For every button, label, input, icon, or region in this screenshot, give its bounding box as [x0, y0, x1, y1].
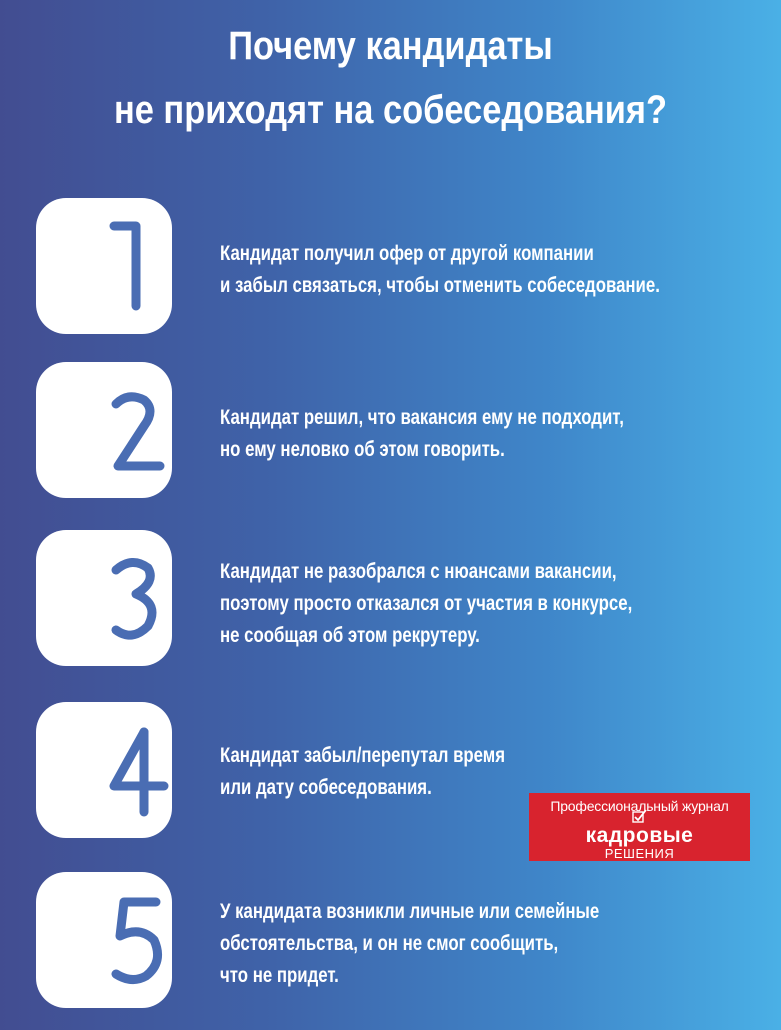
item-2-line-1: Кандидат решил, что вакансия ему не подходит, [220, 406, 624, 429]
checkbox-icon [632, 809, 648, 823]
item-5-line-2: обстоятельства, и он не смог сообщить, [220, 932, 559, 955]
item-4-line-1: Кандидат забыл/перепутал время [220, 744, 506, 767]
item-1-line-2: и забыл связаться, чтобы отменить собеседование. [220, 274, 660, 297]
page-title [55, 14, 727, 142]
item-2-text [220, 402, 668, 466]
page-title-line-2: не приходят на собеседования? [113, 88, 668, 132]
item-1-line-1: Кандидат получил офер от другой компании [220, 242, 594, 265]
magazine-logo-subtitle: РЕШЕНИЯ [604, 846, 675, 861]
number-block-5 [36, 872, 172, 1008]
number-block-3 [36, 530, 172, 666]
item-2-line-2: но ему неловко об этом говорить. [220, 438, 505, 461]
magazine-logo [529, 793, 750, 861]
number-block-2 [36, 362, 172, 498]
item-3-line-2: поэтому просто отказался от участия в конкурсе, [220, 592, 633, 615]
item-3-text [220, 556, 668, 652]
item-1-text [220, 238, 668, 302]
item-4-line-2: или дату собеседования. [220, 776, 432, 799]
page-title-line-1: Почему кандидаты [228, 24, 553, 68]
item-3-line-1: Кандидат не разобрался с нюансами вакансии, [220, 560, 617, 583]
item-3-line-3: не сообщая об этом рекрутеру. [220, 624, 480, 647]
magazine-logo-brand: кадровые [585, 824, 694, 847]
item-5-line-3: что не придет. [220, 964, 339, 987]
number-block-4 [36, 702, 172, 838]
item-5-line-1: У кандидата возникли личные или семейные [220, 900, 600, 923]
number-block-1 [36, 198, 172, 334]
magazine-logo-caption: Профессиональный журнал [550, 798, 729, 814]
item-5-text [220, 896, 668, 992]
